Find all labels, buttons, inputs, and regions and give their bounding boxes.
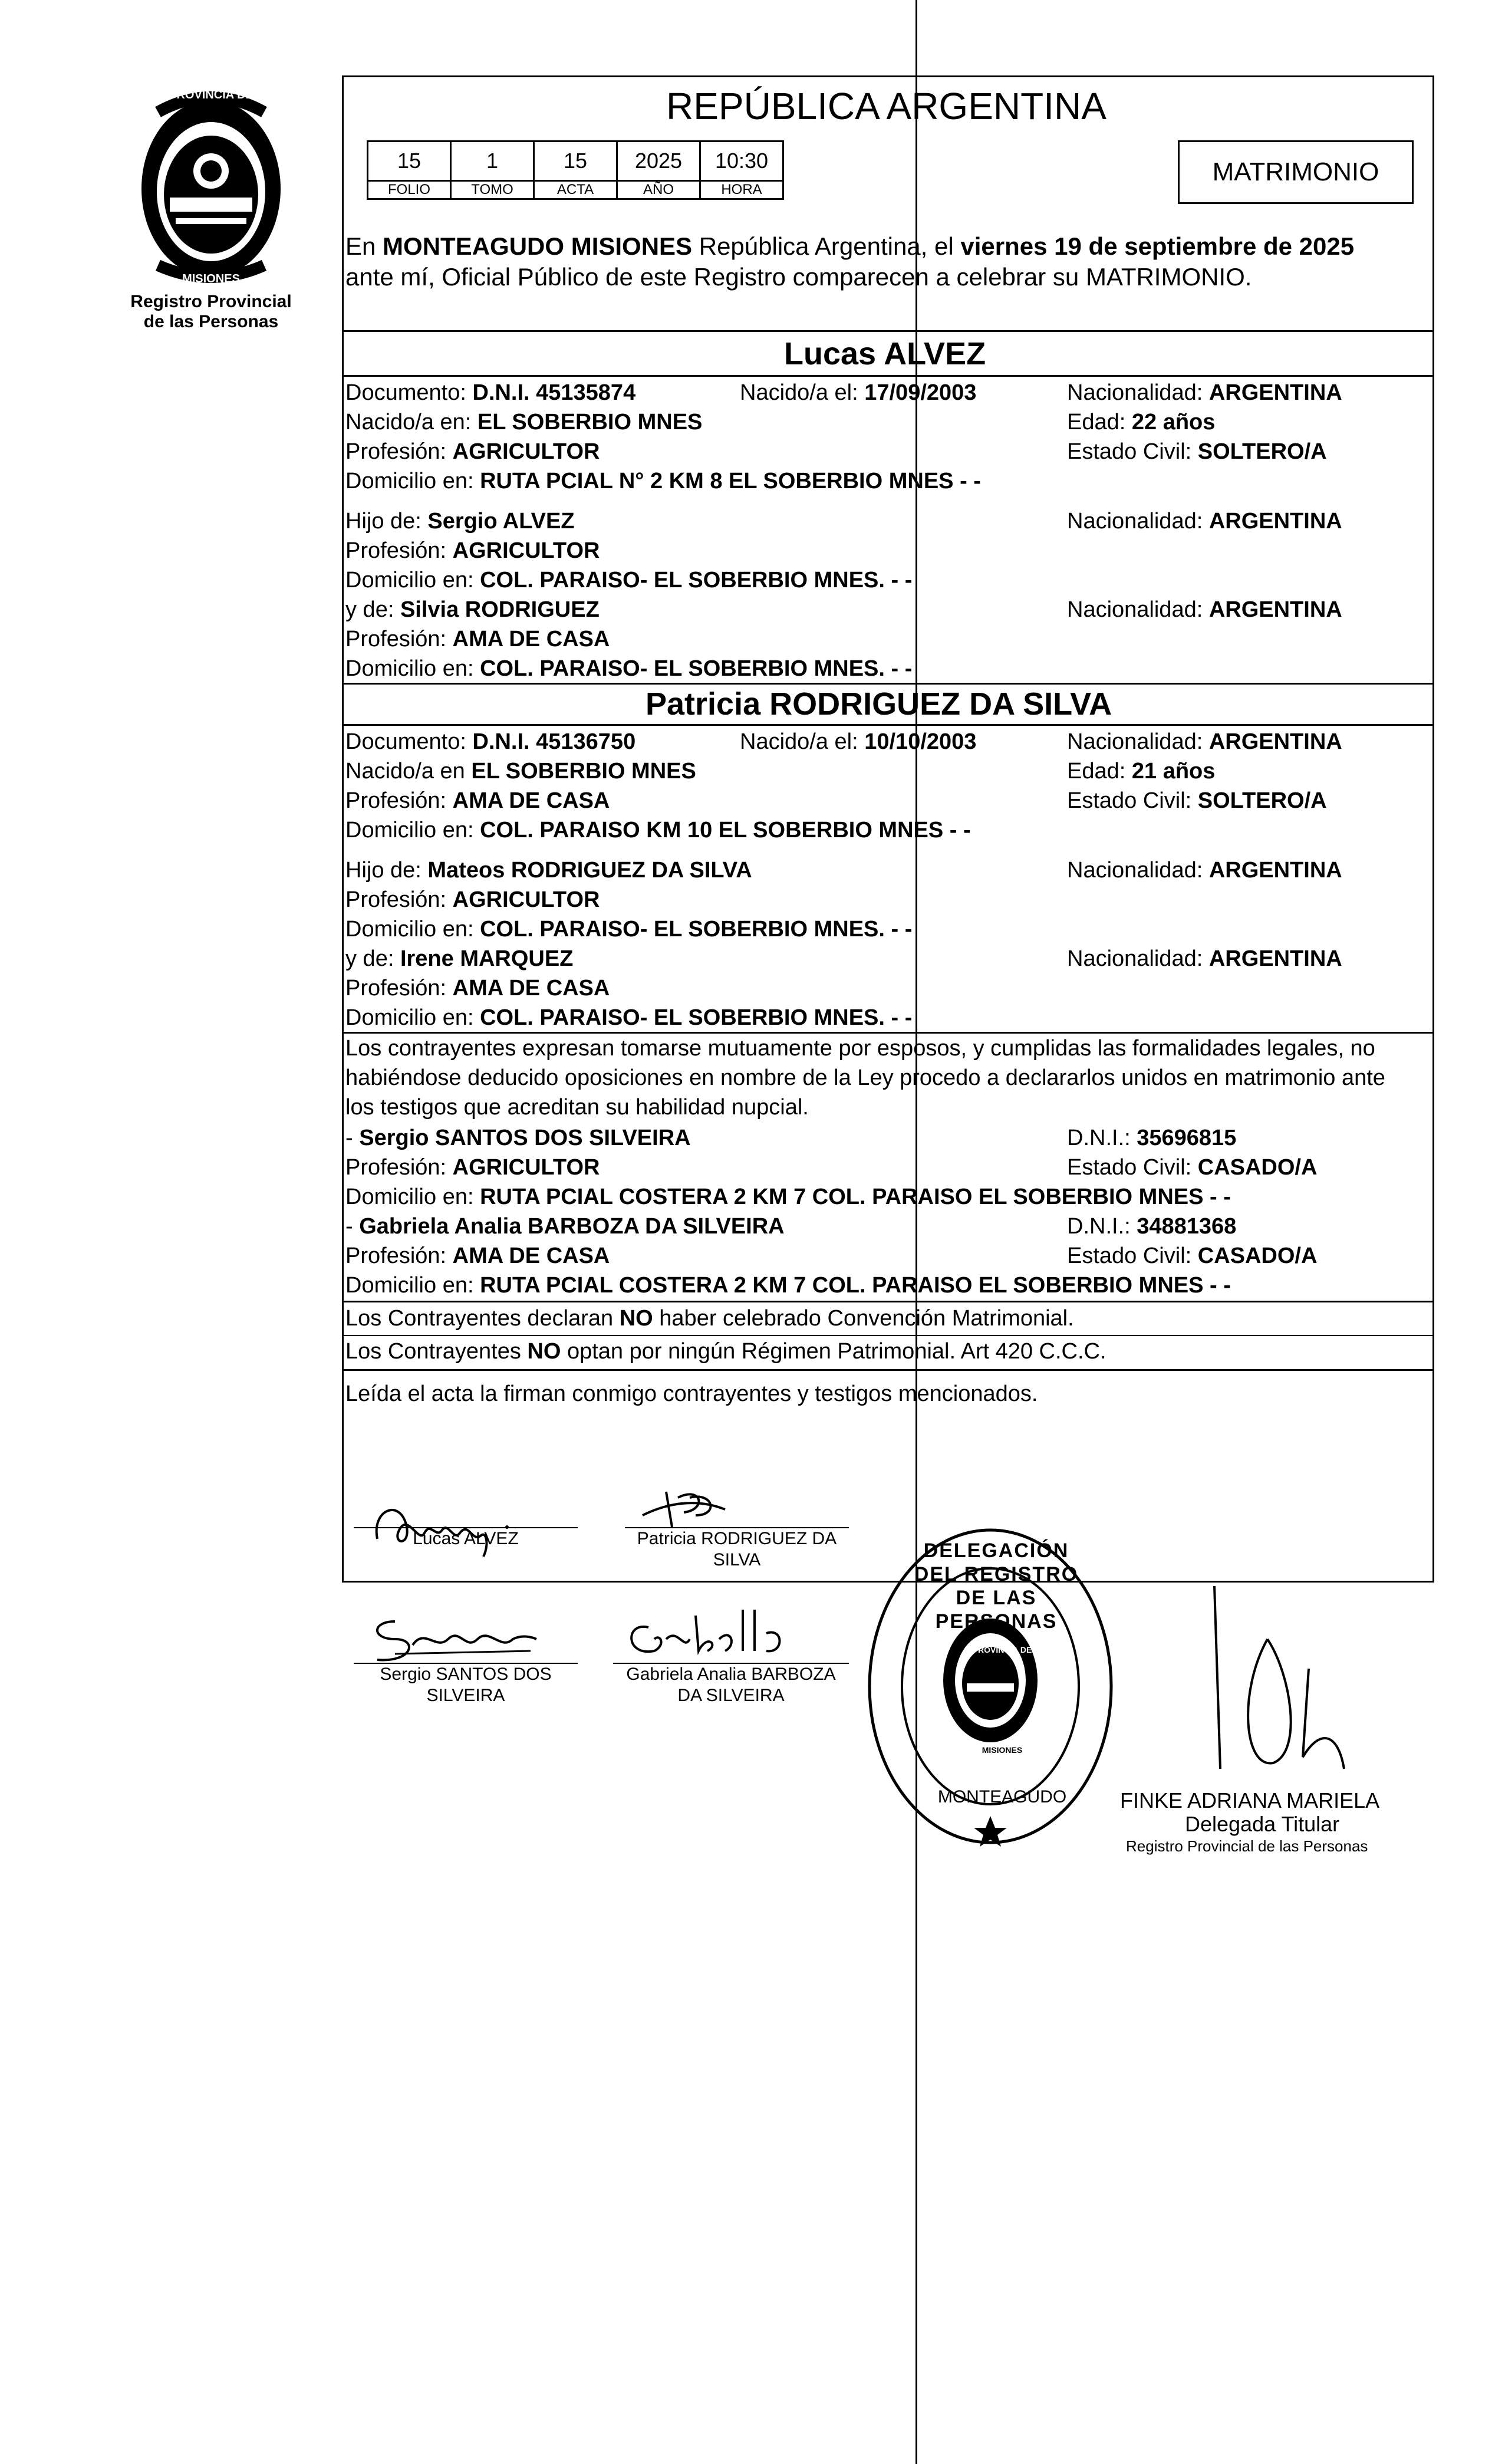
- intro-line-1: [345, 231, 1354, 262]
- intro-prefix: En: [345, 232, 383, 260]
- bride-mother-name: Irene MARQUEZ: [400, 946, 574, 971]
- groom-father: [345, 507, 575, 535]
- emphasis: NO: [527, 1339, 561, 1364]
- bride-father-nat-value: ARGENTINA: [1208, 858, 1342, 883]
- label: Nacionalidad:: [1067, 858, 1209, 883]
- bride-birthdate: 10/10/2003: [864, 729, 977, 754]
- groom-prof-value: AGRICULTOR: [452, 439, 600, 464]
- label: Profesión:: [345, 788, 453, 813]
- groom-birthplace-value: EL SOBERBIO MNES: [477, 410, 703, 435]
- label: Domicilio en:: [345, 568, 480, 593]
- bride-nationality: ARGENTINA: [1208, 729, 1342, 754]
- convention-line-2: [345, 1337, 1106, 1366]
- label: Profesión:: [345, 538, 453, 563]
- text: optan por ningún Régimen Patrimonial. Art 420 C.C.C.: [561, 1339, 1106, 1364]
- bride-mother-dom-value: COL. PARAISO- EL SOBERBIO MNES. - -: [480, 1005, 913, 1030]
- groom-mother-name: Silvia RODRIGUEZ: [400, 597, 600, 622]
- groom-father-dom-value: COL. PARAISO- EL SOBERBIO MNES. - -: [480, 568, 913, 593]
- bride-born: [740, 728, 976, 756]
- divider-6: [342, 1301, 1434, 1302]
- official-title: Delegada Titular: [1185, 1812, 1340, 1836]
- declaration-line-3: los testigos que acreditan su habilidad nupcial.: [345, 1095, 809, 1120]
- witness-1-dom: [345, 1183, 1231, 1211]
- bride-father-name: Mateos RODRIGUEZ DA SILVA: [427, 858, 752, 883]
- label: Nacido/a en:: [345, 410, 477, 435]
- convention-line-1: [345, 1304, 1074, 1333]
- bride-nat: [1067, 728, 1342, 756]
- bride-mother-nat-value: ARGENTINA: [1208, 946, 1342, 971]
- label: D.N.I.:: [1067, 1214, 1137, 1239]
- groom-mother-dom: [345, 654, 912, 683]
- bride-age-value: 21 años: [1131, 759, 1216, 784]
- seal-bottom-text: MISIONES: [182, 272, 240, 285]
- label: D.N.I.:: [1067, 1126, 1137, 1150]
- label: Nacionalidad:: [1067, 509, 1209, 534]
- witness-1-prof: [345, 1153, 600, 1182]
- witness-1-name: [345, 1124, 691, 1152]
- bride-sign-caption-2: SILVA: [713, 1550, 761, 1570]
- stamp-inner-top: PROVINCIA DE: [972, 1645, 1032, 1654]
- tomo-value: 1: [451, 142, 534, 181]
- label: y de:: [345, 597, 400, 622]
- groom-father-prof: [345, 537, 600, 565]
- groom-nat: [1067, 379, 1342, 407]
- groom-dom-value: RUTA PCIAL N° 2 KM 8 EL SOBERBIO MNES - -: [480, 469, 981, 494]
- label: Estado Civil:: [1067, 1243, 1198, 1268]
- groom-birthdate: 17/09/2003: [864, 380, 977, 405]
- groom-mother-nat-value: ARGENTINA: [1208, 597, 1342, 622]
- declaration-line-2: habiéndose deducido oposiciones en nombre de la Ley procedo a declararlos unidos en matrimonio ante: [345, 1065, 1385, 1090]
- tomo-label: TOMO: [451, 181, 534, 199]
- witness-2-dom: [345, 1271, 1231, 1300]
- witness-1-dom-value: RUTA PCIAL COSTERA 2 KM 7 COL. PARAISO EL SOBERBIO MNES - -: [480, 1185, 1231, 1209]
- bride-dom: [345, 816, 971, 844]
- witness-2-sign-caption-2: DA SILVEIRA: [677, 1686, 785, 1705]
- witness-2-prof-value: AMA DE CASA: [452, 1243, 610, 1268]
- bride-civil-value: SOLTERO/A: [1197, 788, 1327, 813]
- label: Edad:: [1067, 410, 1132, 435]
- witness-1-prof-value: AGRICULTOR: [452, 1155, 600, 1180]
- groom-birthplace: [345, 408, 702, 436]
- witness-2-signature-icon: [619, 1598, 808, 1669]
- witness-2-dni: [1067, 1212, 1236, 1241]
- record-type-box: [1178, 140, 1414, 204]
- logo-caption-1: Registro Provincial: [130, 292, 292, 311]
- groom-father-nat-value: ARGENTINA: [1208, 509, 1342, 534]
- groom-mother: [345, 596, 600, 624]
- bride-father-nat: [1067, 856, 1342, 884]
- witness-2-name-value: Gabriela Analia BARBOZA DA SILVEIRA: [359, 1214, 785, 1239]
- bride-father-dom: [345, 915, 912, 943]
- label: Domicilio en:: [345, 1273, 480, 1298]
- label: Edad:: [1067, 759, 1132, 784]
- bride-mother-prof-value: AMA DE CASA: [452, 976, 610, 1001]
- witness-1-sign-caption-1: Sergio SANTOS DOS: [380, 1664, 552, 1684]
- hora-label: HORA: [700, 181, 783, 199]
- witness-1-civil-value: CASADO/A: [1197, 1155, 1318, 1180]
- official-registry: Registro Provincial de las Personas: [1126, 1837, 1368, 1855]
- label: Nacionalidad:: [1067, 380, 1209, 405]
- label: Profesión:: [345, 976, 453, 1001]
- anio-label: AÑO: [617, 181, 700, 199]
- groom-prof: [345, 437, 600, 466]
- label: Nacionalidad:: [1067, 597, 1209, 622]
- witness-2-civil-value: CASADO/A: [1197, 1243, 1318, 1268]
- divider-2: [342, 375, 1434, 377]
- label: Documento:: [345, 729, 473, 754]
- groom-born: [740, 379, 976, 407]
- label: Profesión:: [345, 439, 453, 464]
- folio-value: 15: [368, 142, 451, 181]
- anio-value: 2025: [617, 142, 700, 181]
- bride-doc: [345, 728, 635, 756]
- intro-middle: República Argentina, el: [692, 232, 961, 260]
- intro-line-2: ante mí, Oficial Público de este Registro comparecen a celebrar su MATRIMONIO.: [345, 263, 1252, 291]
- groom-sign-caption: Lucas ALVEZ: [413, 1529, 519, 1548]
- groom-father-dom: [345, 566, 912, 594]
- label: Domicilio en:: [345, 1005, 480, 1030]
- bride-mother: [345, 945, 573, 973]
- label: Nacionalidad:: [1067, 946, 1209, 971]
- groom-nationality: ARGENTINA: [1208, 380, 1342, 405]
- label: Profesión:: [345, 627, 453, 652]
- intro-place: MONTEAGUDO MISIONES: [383, 232, 693, 260]
- bride-mother-dom: [345, 1004, 912, 1032]
- witness-1-dni: [1067, 1124, 1236, 1152]
- divider-3: [342, 683, 1434, 685]
- divider-4: [342, 724, 1434, 726]
- label: Documento:: [345, 380, 473, 405]
- official-signature-icon: [1203, 1574, 1356, 1822]
- bride-father-dom-value: COL. PARAISO- EL SOBERBIO MNES. - -: [480, 917, 913, 942]
- text: Los Contrayentes: [345, 1339, 528, 1364]
- label: Estado Civil:: [1067, 788, 1198, 813]
- witness-2-prof: [345, 1242, 610, 1270]
- groom-dom: [345, 467, 981, 495]
- groom-father-name: Sergio ALVEZ: [427, 509, 575, 534]
- label: Profesión:: [345, 1243, 453, 1268]
- page-title: REPÚBLICA ARGENTINA: [666, 85, 1106, 127]
- groom-name: Lucas ALVEZ: [784, 336, 986, 371]
- label: Nacionalidad:: [1067, 729, 1209, 754]
- witness-2-dni-value: 34881368: [1137, 1214, 1237, 1239]
- divider-7: [342, 1335, 1434, 1336]
- groom-civil-value: SOLTERO/A: [1197, 439, 1327, 464]
- divider-8: [342, 1369, 1434, 1371]
- witness-1-civil: [1067, 1153, 1317, 1182]
- label: -: [345, 1214, 360, 1239]
- bride-dni: D.N.I. 45136750: [472, 729, 636, 754]
- groom-doc: [345, 379, 635, 407]
- groom-dni: D.N.I. 45135874: [472, 380, 636, 405]
- witness-2-dom-value: RUTA PCIAL COSTERA 2 KM 7 COL. PARAISO EL SOBERBIO MNES - -: [480, 1273, 1231, 1298]
- bride-birthplace-value: EL SOBERBIO MNES: [471, 759, 696, 784]
- label: -: [345, 1126, 360, 1150]
- label: Profesión:: [345, 887, 453, 912]
- label: Estado Civil:: [1067, 439, 1198, 464]
- label: Nacido/a en: [345, 759, 472, 784]
- acta-value: 15: [534, 142, 617, 181]
- groom-father-prof-value: AGRICULTOR: [452, 538, 600, 563]
- registry-logo: [130, 88, 292, 336]
- text: haber celebrado Convención Matrimonial.: [653, 1306, 1074, 1331]
- acta-label: ACTA: [534, 181, 617, 199]
- divider-1: [342, 330, 1434, 332]
- label: Profesión:: [345, 1155, 453, 1180]
- declaration-line-1: Los contrayentes expresan tomarse mutuamente por esposos, y cumplidas las formalidades legales, no: [345, 1036, 1375, 1061]
- label: Hijo de:: [345, 509, 428, 534]
- groom-mother-nat: [1067, 596, 1342, 624]
- groom-father-nat: [1067, 507, 1342, 535]
- closing-statement: Leída el acta la firman conmigo contrayentes y testigos mencionados.: [345, 1381, 1038, 1406]
- witness-1-name-value: Sergio SANTOS DOS SILVEIRA: [359, 1126, 691, 1150]
- bride-father-prof-value: AGRICULTOR: [452, 887, 600, 912]
- official-name: FINKE ADRIANA MARIELA: [1120, 1788, 1380, 1812]
- label: Nacido/a el:: [740, 380, 865, 405]
- bride-civil: [1067, 787, 1327, 815]
- witness-1-dni-value: 35696815: [1137, 1126, 1237, 1150]
- stamp-ring-text: DELEGACIÓN DEL REGISTRO DE LAS PERSONAS: [914, 1539, 1079, 1633]
- groom-mother-dom-value: COL. PARAISO- EL SOBERBIO MNES. - -: [480, 656, 913, 681]
- bride-prof: [345, 787, 610, 815]
- stamp-inner-bottom: MISIONES: [982, 1745, 1023, 1755]
- label: Domicilio en:: [345, 656, 480, 681]
- label: Domicilio en:: [345, 469, 480, 494]
- bride-father: [345, 856, 752, 884]
- record-table: [367, 140, 784, 200]
- bride-sign-caption-1: Patricia RODRIGUEZ DA: [637, 1529, 837, 1548]
- folio-label: FOLIO: [368, 181, 451, 199]
- emphasis: NO: [619, 1306, 653, 1331]
- bride-mother-prof: [345, 974, 610, 1002]
- witness-1-signature-icon: [360, 1604, 548, 1669]
- text: Los Contrayentes declaran: [345, 1306, 620, 1331]
- bride-age: [1067, 757, 1215, 785]
- groom-age-value: 22 años: [1131, 410, 1216, 435]
- stamp-bottom-text: MONTEAGUDO: [937, 1787, 1067, 1807]
- groom-civil: [1067, 437, 1327, 466]
- witness-2-civil: [1067, 1242, 1317, 1270]
- seal-top-text: PROVINCIA DE: [169, 88, 253, 101]
- hora-value: 10:30: [700, 142, 783, 181]
- label: Estado Civil:: [1067, 1155, 1198, 1180]
- label: Domicilio en:: [345, 818, 480, 843]
- witness-2-sign-caption-1: Gabriela Analia BARBOZA: [626, 1664, 836, 1684]
- bride-mother-nat: [1067, 945, 1342, 973]
- intro-date: viernes 19 de septiembre de 2025: [960, 232, 1355, 260]
- logo-caption-2: de las Personas: [143, 312, 279, 331]
- groom-mother-prof: [345, 625, 610, 653]
- divider-5: [342, 1032, 1434, 1034]
- witness-1-sign-caption-2: SILVEIRA: [426, 1686, 505, 1705]
- bride-name: Patricia RODRIGUEZ DA SILVA: [646, 686, 1112, 722]
- witness-2-name: [345, 1212, 785, 1241]
- label: Domicilio en:: [345, 1185, 480, 1209]
- bride-birthplace: [345, 757, 696, 785]
- label: Nacido/a el:: [740, 729, 865, 754]
- groom-age: [1067, 408, 1215, 436]
- label: Hijo de:: [345, 858, 428, 883]
- label: Domicilio en:: [345, 917, 480, 942]
- record-type-label: MATRIMONIO: [1212, 157, 1379, 186]
- groom-mother-prof-value: AMA DE CASA: [452, 627, 610, 652]
- label: y de:: [345, 946, 400, 971]
- bride-dom-value: COL. PARAISO KM 10 EL SOBERBIO MNES - -: [480, 818, 971, 843]
- bride-father-prof: [345, 886, 600, 914]
- bride-prof-value: AMA DE CASA: [452, 788, 610, 813]
- province-seal-icon: [134, 88, 288, 289]
